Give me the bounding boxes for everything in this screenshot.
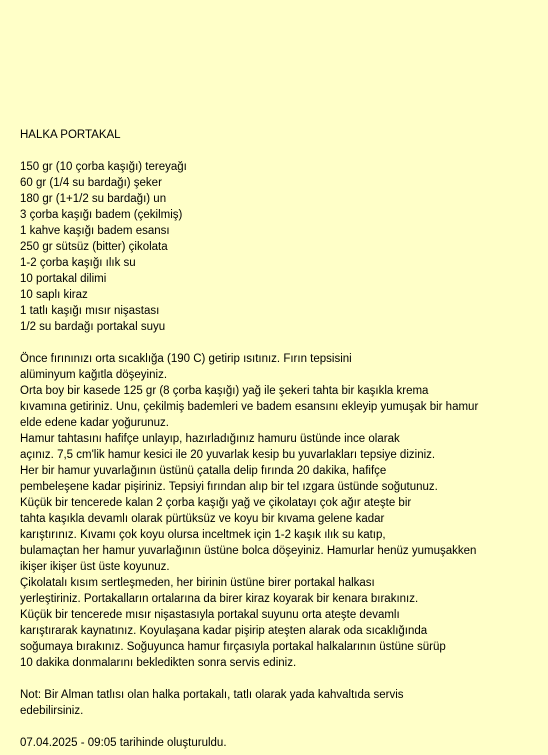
ingredient-item: 1 tatlı kaşığı mısır nişastası — [20, 305, 160, 317]
instruction-line: Önce fırınınızı orta sıcaklığa (190 C) getirip ısıtınız. Fırın tepsisini — [20, 353, 352, 365]
ingredient-item: 10 portakal dilimi — [20, 273, 107, 285]
ingredient-item: 1-2 çorba kaşığı ılık su — [20, 257, 136, 269]
ingredient-item: 250 gr sütsüz (bitter) çikolata — [20, 241, 168, 253]
instruction-line: ikişer ikişer üst üste koyunuz. — [20, 561, 170, 573]
ingredient-item: 60 gr (1/4 su bardağı) şeker — [20, 177, 162, 189]
instruction-line: Her bir hamur yuvarlağının üstünü çatalla delip fırında 20 dakika, hafifçe — [20, 465, 387, 477]
ingredient-item: 180 gr (1+1/2 su bardağı) un — [20, 193, 167, 205]
instruction-line: bulamaçtan her hamur yuvarlağının üstüne bolca döşeyiniz. Hamurlar henüz yumuşakken — [20, 545, 477, 557]
note-line: Not: Bir Alman tatlısı olan halka portakalı, tatlı olarak yada kahvaltıda servis — [20, 689, 404, 701]
instruction-line: karıştırarak kaynatınız. Koyulaşana kadar pişirip ateşten alarak oda sıcaklığında — [20, 625, 428, 637]
instruction-line: yerleştiriniz. Portakalların ortalarına da birer kiraz koyarak bir kenara bırakınız. — [20, 593, 419, 605]
instruction-line: Küçük bir tencerede kalan 2 çorba kaşığı yağ ve çikolatayı çok ağır ateşte bir — [20, 497, 412, 509]
instruction-line: elde edene kadar yoğurunuz. — [20, 417, 169, 429]
spacer — [20, 335, 540, 351]
ingredient-item: 1 kahve kaşığı badem esansı — [20, 225, 170, 237]
ingredient-item: 3 çorba kaşığı badem (çekilmiş) — [20, 209, 183, 221]
instruction-line: tahta kaşıkla devamlı olarak pürtüksüz ve koyu bir kıvama gelene kadar — [20, 513, 385, 525]
instructions-block — [20, 351, 540, 671]
note-block — [20, 687, 540, 719]
instruction-line: açınız. 7,5 cm'lik hamur kesici ile 20 yuvarlak kesip bu yuvarlakları tepsiye diziniz. — [20, 449, 436, 461]
spacer — [20, 719, 540, 735]
instruction-line: karıştırınız. Kıvamı çok koyu olursa inceltmek için 1-2 kaşık ılık su katıp, — [20, 529, 386, 541]
instruction-line: Çikolatalı kısım sertleşmeden, her birinin üstüne birer portakal halkası — [20, 577, 375, 589]
instruction-line: pembeleşene kadar pişiriniz. Tepsiyi fırından alıp bir tel ızgara üstünde soğutunuz. — [20, 481, 438, 493]
note-line: edebilirsiniz. — [20, 705, 84, 717]
instruction-line: soğumaya bırakınız. Soğuyunca hamur fırçasıyla portakal halkalarının üstüne sürüp — [20, 641, 446, 653]
ingredient-item: 10 saplı kiraz — [20, 289, 88, 301]
instruction-line: Hamur tahtasını hafifçe unlayıp, hazırladığınız hamuru üstünde ince olarak — [20, 433, 400, 445]
ingredient-item: 150 gr (10 çorba kaşığı) tereyağı — [20, 161, 187, 173]
ingredient-item: 1/2 su bardağı portakal suyu — [20, 321, 166, 333]
ingredient-list — [20, 159, 540, 335]
recipe-title: HALKA PORTAKAL — [20, 129, 121, 141]
instruction-line: kıvamına getiriniz. Unu, çekilmiş bademleri ve badem esansını ekleyip yumuşak bir hamur — [20, 401, 479, 413]
instruction-line: Küçük bir tencerede mısır nişastasıyla portakal suyunu orta ateşte devamlı — [20, 609, 400, 621]
instruction-line: alüminyum kağıtla döşeyiniz. — [20, 369, 168, 381]
instruction-line: 10 dakika donmalarını bekledikten sonra servis ediniz. — [20, 657, 297, 669]
created-timestamp: 07.04.2025 - 09:05 tarihinde oluşturuldu. — [20, 737, 227, 749]
recipe-document — [20, 127, 540, 751]
spacer — [20, 671, 540, 687]
instruction-line: Orta boy bir kasede 125 gr (8 çorba kaşığı) yağ ile şekeri tahta bir kaşıkla krema — [20, 385, 429, 397]
spacer — [20, 143, 540, 159]
